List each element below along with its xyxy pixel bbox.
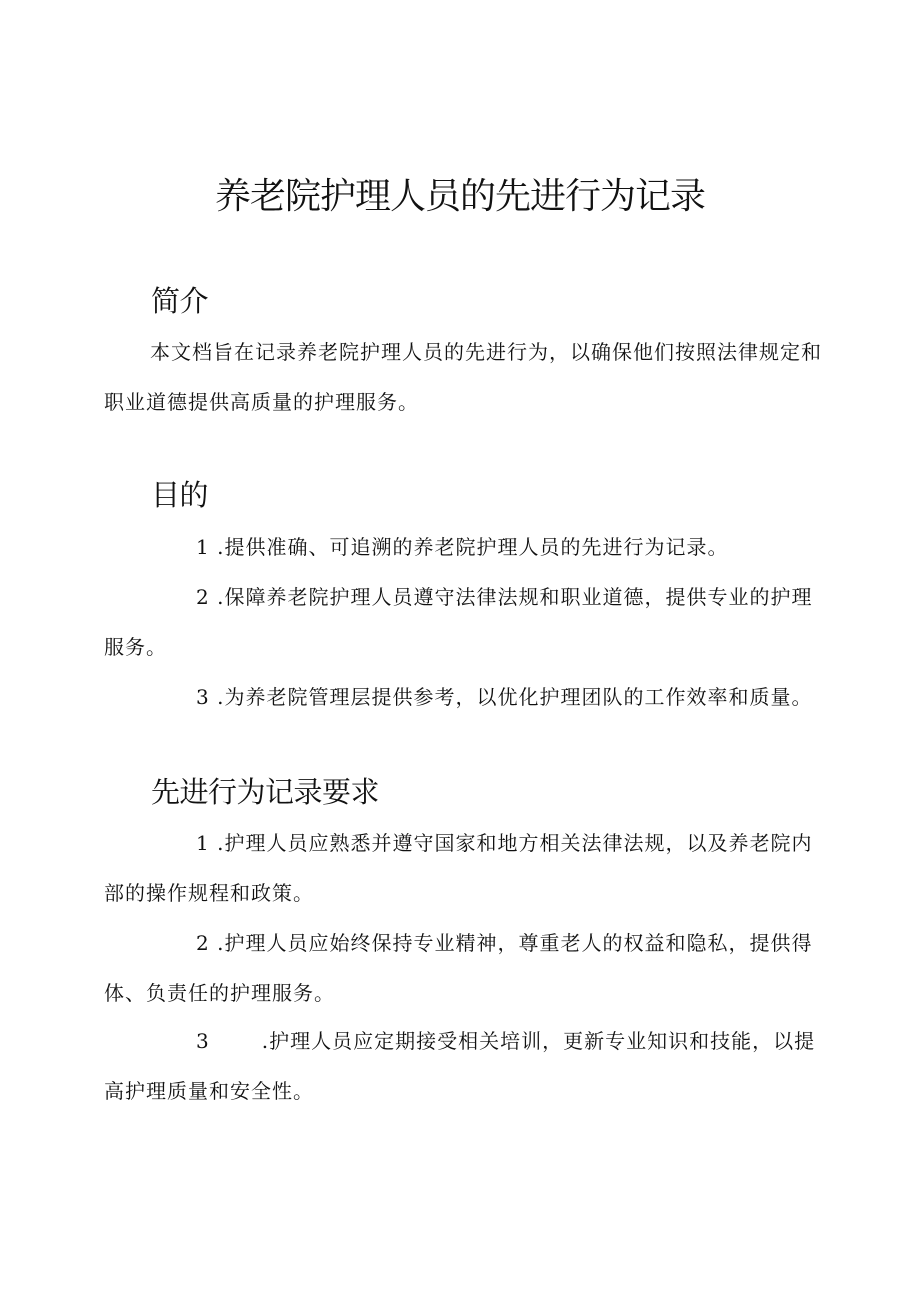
item-number: 2	[196, 931, 210, 955]
purpose-item-2	[104, 572, 824, 672]
purpose-item-1	[104, 522, 824, 572]
purpose-item-3	[104, 672, 824, 722]
item-number: 1	[196, 535, 210, 559]
item-text: .护理人员应定期接受相关培训，更新专业知识和技能，以提高护理质量和安全性。	[104, 1029, 816, 1103]
item-text: .为养老院管理层提供参考，以优化护理团队的工作效率和质量。	[217, 685, 813, 709]
item-text: .提供准确、可追溯的养老院护理人员的先进行为记录。	[217, 535, 729, 559]
requirement-item-3	[104, 1016, 824, 1116]
item-number: 3	[196, 1029, 210, 1053]
document-title: 养老院护理人员的先进行为记录	[214, 176, 705, 217]
intro-paragraph: 本文档旨在记录养老院护理人员的先进行为，以确保他们按照法律规定和职业道德提供高质量的护理服务。	[104, 340, 822, 414]
item-text: .护理人员应始终保持专业精神，尊重老人的权益和隐私，提供得体、负责任的护理服务。	[104, 931, 813, 1005]
item-text: .护理人员应熟悉并遵守国家和地方相关法律法规，以及养老院内部的操作规程和政策。	[104, 831, 813, 905]
item-number: 1	[196, 831, 210, 855]
section-heading-purpose: 目的	[151, 478, 209, 512]
item-number: 3	[196, 685, 210, 709]
section-heading-intro: 简介	[151, 284, 209, 318]
section-heading-requirements: 先进行为记录要求	[151, 775, 380, 809]
requirement-item-1	[104, 818, 824, 918]
item-number: 2	[196, 585, 210, 609]
item-text: .保障养老院护理人员遵守法律法规和职业道德，提供专业的护理服务。	[104, 585, 813, 659]
requirement-item-2	[104, 918, 824, 1018]
